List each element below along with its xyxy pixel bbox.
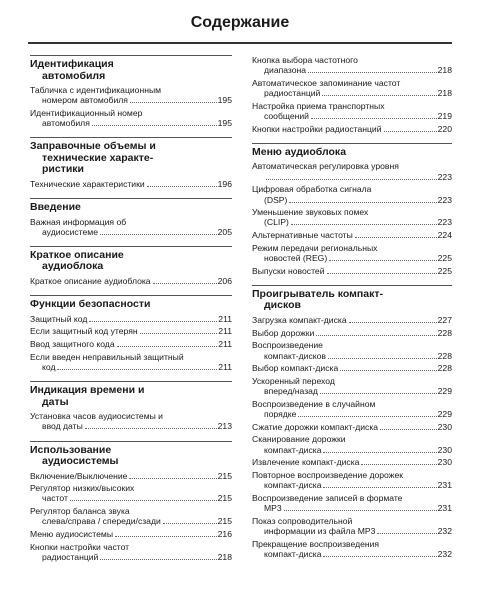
entry-text-line: Ускоренный переход — [252, 375, 335, 386]
toc-entry[interactable] — [252, 230, 452, 240]
page-number: 211 — [218, 313, 232, 324]
page-number: 231 — [437, 480, 452, 491]
section-title — [252, 147, 452, 159]
leader-dots — [327, 273, 437, 274]
leader-dots — [163, 523, 217, 524]
entry-text-line: Прекращение воспроизведения — [252, 538, 380, 549]
section-divider — [252, 143, 452, 144]
section-title-line: ристики — [42, 163, 85, 176]
leader-dots — [340, 370, 436, 371]
page-number: 228 — [437, 363, 452, 374]
toc-section — [252, 55, 452, 134]
toc-entry[interactable] — [30, 326, 232, 336]
page-number: 223 — [437, 194, 452, 205]
toc-section — [30, 246, 232, 286]
toc-entry[interactable] — [30, 179, 232, 189]
page-number: 218 — [217, 551, 232, 562]
entry-text-line: компакт-дисков — [264, 350, 326, 361]
page-number: 195 — [217, 118, 232, 129]
entry-text-line: (CLIP) — [264, 217, 289, 228]
entry-text-line: порядке — [264, 409, 297, 420]
entry-text-line: Краткое описание аудиоблока — [30, 275, 151, 286]
section-divider — [30, 295, 232, 296]
toc-section — [30, 441, 232, 563]
entry-text-line: Кнопки настройки радиостанций — [252, 123, 382, 134]
entry-text-line: Установка часов аудиосистемы и — [30, 411, 163, 422]
entry-text-line: Режим передачи региональных — [252, 242, 378, 253]
section-title-line: аудиосистемы — [42, 455, 119, 468]
toc-entry[interactable] — [252, 124, 452, 134]
leader-dots — [153, 283, 217, 284]
entry-row — [252, 457, 452, 467]
leader-dots — [349, 322, 437, 323]
section-title-line: Краткое описание — [30, 248, 124, 261]
toc-entry[interactable] — [252, 399, 452, 419]
section-title-line: аудиоблока — [42, 260, 104, 273]
leader-dots — [130, 102, 217, 103]
toc-entry[interactable] — [252, 315, 452, 325]
entry-row — [252, 445, 452, 455]
section-divider — [252, 285, 452, 286]
entry-row — [252, 422, 452, 432]
leader-dots — [323, 556, 436, 557]
leader-dots — [289, 202, 436, 203]
entry-row — [252, 111, 452, 121]
section-title — [30, 141, 232, 176]
entry-row — [30, 471, 232, 481]
page-number: 229 — [437, 386, 452, 397]
section-title — [30, 445, 232, 468]
toc-left-column — [30, 55, 232, 571]
entry-text-line: компакт-диска — [264, 549, 322, 560]
entry-text-line: Включение/Выключение — [30, 470, 128, 481]
entry-row — [30, 227, 232, 237]
entry-row — [252, 230, 452, 240]
entry-row — [252, 195, 452, 205]
leader-dots — [100, 234, 217, 235]
page-number: 195 — [217, 95, 232, 106]
toc-entry[interactable] — [30, 276, 232, 286]
entry-row — [30, 276, 232, 286]
entry-text-line: ввод даты — [42, 421, 83, 432]
toc-entry[interactable] — [252, 243, 452, 263]
section-title — [30, 59, 232, 82]
page-number: 230 — [437, 457, 452, 468]
entry-text-line: Ввод защитного кода — [30, 339, 115, 350]
entry-row — [252, 253, 452, 263]
page-number: 231 — [437, 503, 452, 514]
toc-entry[interactable] — [252, 328, 452, 338]
page-number: 227 — [437, 314, 452, 325]
leader-dots — [316, 335, 436, 336]
entry-text-line: Воспроизведение записей в формате — [252, 493, 403, 503]
leader-dots — [380, 429, 437, 430]
entry-text-line: номером автомобиля — [42, 95, 128, 106]
page-number: 218 — [437, 65, 452, 76]
toc-entry[interactable] — [30, 483, 232, 503]
page-number: 218 — [437, 88, 452, 99]
leader-dots — [377, 533, 436, 534]
page-number: 211 — [218, 326, 232, 337]
entry-row — [252, 315, 452, 325]
toc-entry[interactable] — [252, 539, 452, 559]
page-number: 230 — [437, 421, 452, 432]
page-number: 228 — [437, 327, 452, 338]
entry-text-line: Повторное воспроизведение дорожек — [252, 470, 404, 481]
toc-entry[interactable] — [252, 457, 452, 467]
toc-entry[interactable] — [252, 161, 452, 181]
leader-dots — [323, 452, 436, 453]
entry-row — [252, 217, 452, 227]
page-number: 216 — [217, 529, 232, 540]
entry-row — [30, 552, 232, 562]
toc-section — [252, 143, 452, 276]
entry-row — [252, 386, 452, 396]
page-number: 229 — [437, 409, 452, 420]
leader-dots — [100, 559, 216, 560]
section-title — [30, 385, 232, 408]
page-number: 213 — [217, 421, 232, 432]
toc-entry[interactable] — [252, 422, 452, 432]
toc-entry[interactable] — [30, 314, 232, 324]
section-title — [30, 250, 232, 273]
entry-text-line: Извлечение компакт-диска — [252, 457, 360, 468]
page-number: 211 — [218, 339, 232, 350]
section-title-line: Введение — [30, 201, 81, 214]
toc-section — [30, 381, 232, 431]
section-divider — [30, 55, 232, 56]
leader-dots — [328, 358, 437, 359]
entry-row — [252, 503, 452, 513]
toc-section — [252, 285, 452, 559]
section-title-line: Заправочные объемы и — [30, 140, 156, 153]
entry-text-line: Меню аудиосистемы — [30, 529, 113, 540]
leader-dots — [129, 478, 216, 479]
toc-entry[interactable] — [30, 471, 232, 481]
entry-row — [30, 493, 232, 503]
leader-dots — [266, 179, 437, 180]
entry-text-line: Кнопки настройки частот — [30, 541, 130, 552]
entry-text-line: Цифровая обработка сигнала — [252, 184, 372, 195]
toc-entry[interactable] — [30, 108, 232, 128]
leader-dots — [147, 186, 217, 187]
entry-row — [252, 409, 452, 419]
entry-text-line: Автоматическая регулировка уровня — [252, 161, 399, 172]
toc-entry[interactable] — [252, 101, 452, 121]
page-number: 224 — [437, 230, 452, 241]
page-number: 230 — [437, 444, 452, 455]
title-divider — [28, 42, 452, 44]
entry-text-line: Альтернативные частоты — [252, 230, 353, 241]
toc-entry[interactable] — [252, 470, 452, 490]
leader-dots — [320, 393, 437, 394]
entry-row — [252, 480, 452, 490]
page-number: 215 — [217, 493, 232, 504]
entry-text-line: Идентификационный номер — [30, 107, 143, 118]
entry-row — [30, 326, 232, 336]
toc-entry[interactable] — [252, 434, 452, 454]
section-title — [30, 299, 232, 311]
section-title-line: Проигрыватель компакт- — [252, 287, 383, 300]
section-title-line: Использование — [30, 443, 112, 456]
page-number: 211 — [218, 361, 232, 372]
entry-text-line: Табличка с идентификационным — [30, 85, 162, 95]
entry-text-line: Воспроизведение в случайном — [252, 398, 376, 409]
leader-dots — [140, 333, 218, 334]
entry-row — [252, 88, 452, 98]
entry-text-line: Если введен неправильный защитный — [30, 351, 184, 362]
entry-row — [252, 526, 452, 536]
toc-entry[interactable] — [30, 352, 232, 372]
leader-dots — [57, 369, 217, 370]
entry-text-line: Выбор компакт-диска — [252, 363, 339, 374]
entry-text-line: Автоматическое запоминание частот — [252, 77, 401, 88]
leader-dots — [92, 125, 217, 126]
entry-text-line: радиостанций — [264, 88, 321, 99]
page-number: 228 — [437, 350, 452, 361]
entry-row — [252, 65, 452, 75]
toc-entry[interactable] — [252, 363, 452, 373]
page-number: 215 — [217, 516, 232, 527]
entry-row — [30, 118, 232, 128]
leader-dots — [355, 237, 437, 238]
leader-dots — [284, 510, 437, 511]
section-divider — [30, 198, 232, 199]
section-divider — [30, 381, 232, 382]
entry-text-line: частот — [42, 493, 68, 504]
section-title-line: автомобиля — [42, 69, 106, 82]
entry-row — [30, 362, 232, 372]
toc-entry[interactable] — [252, 184, 452, 204]
page-number: 232 — [437, 526, 452, 537]
section-title — [252, 289, 452, 312]
leader-dots — [70, 500, 217, 501]
toc-entry[interactable] — [30, 85, 232, 105]
entry-text-line: Технические характеристики — [30, 178, 145, 189]
entry-text-line: радиостанций — [42, 551, 99, 562]
toc-entry[interactable] — [252, 376, 452, 396]
entry-text-line: Кнопка выбора частотного — [252, 55, 358, 65]
entry-row — [252, 328, 452, 338]
toc-entry[interactable] — [252, 78, 452, 98]
entry-row — [252, 172, 452, 182]
section-title-line: Функции безопасности — [30, 298, 151, 311]
entry-row — [30, 529, 232, 539]
entry-text-line: компакт-диска — [264, 444, 322, 455]
page-number: 196 — [217, 178, 232, 189]
entry-text-line: Выбор дорожки — [252, 327, 315, 338]
entry-text-line: Воспроизведение — [252, 340, 323, 351]
toc-entry[interactable] — [30, 506, 232, 526]
toc-right-column — [252, 55, 452, 568]
page-number: 206 — [217, 275, 232, 286]
page-number: 215 — [217, 470, 232, 481]
toc-entry[interactable] — [252, 55, 452, 75]
entry-text-line: Если защитный код утерян — [30, 326, 138, 337]
entry-text-line: автомобиля — [42, 118, 90, 129]
entry-text-line: Выпуски новостей — [252, 265, 325, 276]
entry-text-line: (DSP) — [264, 194, 288, 205]
toc-entry[interactable] — [252, 493, 452, 513]
leader-dots — [89, 321, 217, 322]
entry-text-line: Загрузка компакт-диска — [252, 314, 347, 325]
entry-text-line: Сканирование дорожки — [252, 434, 346, 445]
leader-dots — [308, 72, 437, 73]
page-title: Содержание — [190, 14, 290, 31]
section-title-line: Индикация времени и — [30, 384, 145, 397]
section-divider — [30, 246, 232, 247]
entry-text-line: Регулятор низких/высоких — [30, 483, 135, 494]
section-title-line: Идентификация — [30, 58, 114, 70]
section-title-line: даты — [42, 395, 69, 408]
leader-dots — [361, 464, 436, 465]
entry-row — [252, 124, 452, 134]
page-number: 232 — [437, 549, 452, 560]
entry-text-line: Показ сопроводительной — [252, 515, 353, 526]
page-number: 225 — [437, 253, 452, 264]
toc-entry[interactable] — [252, 516, 452, 536]
entry-text-line: Уменьшение звуковых помех — [252, 207, 369, 218]
leader-dots — [85, 428, 217, 429]
toc-section — [30, 198, 232, 237]
toc-entry[interactable] — [252, 207, 452, 227]
entry-row — [30, 421, 232, 431]
entry-row — [252, 266, 452, 276]
leader-dots — [117, 346, 218, 347]
page-number: 205 — [217, 226, 232, 237]
leader-dots — [311, 118, 437, 119]
toc-entry[interactable] — [30, 339, 232, 349]
entry-row — [30, 179, 232, 189]
toc-entry[interactable] — [252, 266, 452, 276]
toc-entry[interactable] — [30, 542, 232, 562]
page-number: 223 — [437, 217, 452, 228]
entry-row — [252, 549, 452, 559]
entry-text-line: MP3 — [264, 503, 282, 514]
toc-section — [30, 295, 232, 372]
page-number: 220 — [437, 123, 452, 134]
entry-row — [30, 314, 232, 324]
entry-row — [252, 351, 452, 361]
section-title-line: технические характе- — [42, 151, 154, 164]
entry-text-line: вперед/назад — [264, 386, 318, 397]
toc-entry[interactable] — [30, 411, 232, 431]
entry-text-line: компакт-диска — [264, 480, 322, 491]
toc-entry[interactable] — [30, 529, 232, 539]
entry-text-line: Важная информация об — [30, 216, 127, 227]
entry-text-line: Защитный код — [30, 313, 88, 324]
entry-row — [30, 516, 232, 526]
entry-text-line: Сжатие дорожки компакт-диска — [252, 421, 379, 432]
toc-entry[interactable] — [30, 217, 232, 237]
entry-text-line: новостей (REG) — [264, 253, 328, 264]
entry-row — [30, 339, 232, 349]
toc-section — [30, 137, 232, 189]
section-divider — [30, 441, 232, 442]
entry-text-line: аудиосистеме — [42, 226, 98, 237]
leader-dots — [384, 131, 437, 132]
entry-text-line: информации из файла MP3 — [264, 526, 376, 537]
leader-dots — [322, 95, 436, 96]
entry-text-line: диапазона — [264, 65, 307, 76]
entry-text-line: Настройка приема транспортных — [252, 100, 385, 111]
section-title — [30, 202, 232, 214]
page-number: 219 — [437, 111, 452, 122]
leader-dots — [298, 416, 436, 417]
entry-text-line: код — [42, 361, 56, 372]
entry-text-line: сообщений — [264, 111, 309, 122]
entry-text-line: слева/справа / спереди/сзади — [42, 516, 161, 527]
page-number: 225 — [437, 265, 452, 276]
leader-dots — [323, 487, 436, 488]
toc-entry[interactable] — [252, 340, 452, 360]
section-title-line: дисков — [264, 299, 301, 312]
section-divider — [30, 137, 232, 138]
entry-row — [30, 95, 232, 105]
section-title-line: Меню аудиоблока — [252, 145, 347, 158]
leader-dots — [329, 260, 436, 261]
leader-dots — [115, 536, 217, 537]
leader-dots — [291, 224, 437, 225]
toc-section — [30, 55, 232, 128]
entry-text-line: Регулятор баланса звука — [30, 506, 130, 517]
entry-row — [252, 363, 452, 373]
page-number: 223 — [437, 171, 452, 182]
